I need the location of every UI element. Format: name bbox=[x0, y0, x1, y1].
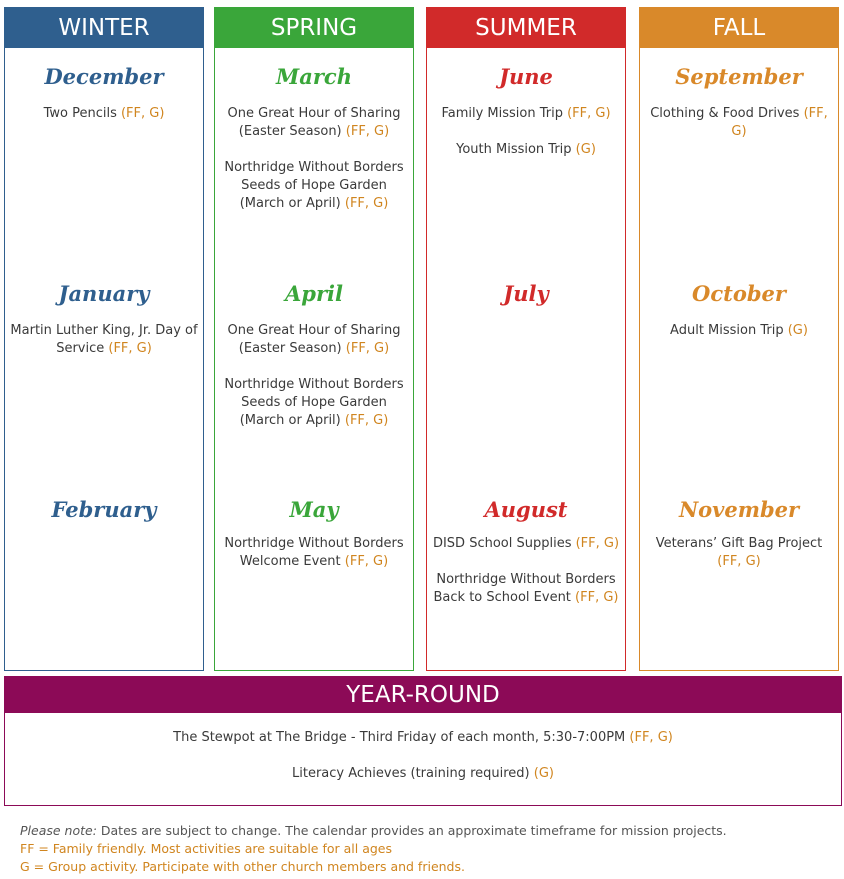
activity-text: Veterans’ Gift Bag Project bbox=[655, 536, 823, 551]
activity-text: Northridge Without Borders Seeds of Hope Garden (March or April) bbox=[224, 160, 404, 211]
season-column-winter bbox=[4, 7, 204, 671]
activity-tag: (G) bbox=[575, 142, 596, 157]
activity-item bbox=[219, 376, 409, 430]
season-header: WINTER bbox=[5, 8, 203, 48]
note-g-legend: G = Group activity. Participate with other church members and friends. bbox=[20, 859, 465, 874]
activity-tag: (G) bbox=[787, 323, 808, 338]
month-heading: April bbox=[285, 281, 343, 306]
note-ff-legend: FF = Family friendly. Most activities are suitable for all ages bbox=[20, 841, 393, 856]
month-activities bbox=[219, 535, 409, 589]
activity-text: Adult Mission Trip bbox=[670, 323, 788, 338]
month-activities bbox=[644, 535, 834, 589]
month-heading: December bbox=[44, 64, 164, 89]
year-round-item: The Stewpot at The Bridge - Third Friday of each month, 5:30-7:00PM (FF, G) bbox=[173, 730, 673, 745]
activity-text: One Great Hour of Sharing (Easter Season) bbox=[227, 106, 401, 139]
month-activities bbox=[431, 105, 621, 177]
year-round-title: YEAR-ROUND bbox=[5, 677, 841, 713]
season-column-summer bbox=[426, 7, 626, 671]
activity-text: Martin Luther King, Jr. Day of Service bbox=[10, 323, 198, 356]
month-activities bbox=[9, 322, 199, 376]
season-header: SPRING bbox=[215, 8, 413, 48]
season-column-fall bbox=[639, 7, 839, 671]
month-heading: September bbox=[675, 64, 803, 89]
activity-tag: (FF, G) bbox=[120, 106, 165, 121]
activity-text: Two Pencils bbox=[43, 106, 121, 121]
activity-text: DISD School Supplies bbox=[432, 536, 576, 551]
month-heading: July bbox=[503, 281, 549, 306]
activity-text: Family Mission Trip bbox=[441, 106, 568, 121]
activity-tag: (FF, G) bbox=[345, 124, 390, 139]
month-heading: November bbox=[678, 497, 800, 522]
year-round-item: Literacy Achieves (training required) (G) bbox=[292, 766, 554, 781]
activity-item bbox=[9, 105, 199, 123]
activity-item bbox=[431, 105, 621, 123]
activity-text: Northridge Without Borders Back to School Event bbox=[433, 572, 616, 605]
month-heading: March bbox=[276, 64, 352, 89]
month-heading: June bbox=[499, 64, 553, 89]
activity-tag: (FF, G) bbox=[344, 554, 389, 569]
activity-tag: (FF, G) bbox=[575, 590, 619, 605]
activity-tag: (FF, G) bbox=[344, 196, 389, 211]
activity-item bbox=[431, 535, 621, 553]
season-header: FALL bbox=[640, 8, 838, 48]
month-activities bbox=[219, 105, 409, 231]
activity-text: Northridge Without Borders Welcome Event bbox=[224, 536, 404, 569]
activity-tag: (FF, G) bbox=[717, 554, 761, 569]
activity-item bbox=[431, 141, 621, 159]
activity-tag: (FF, G) bbox=[108, 341, 152, 356]
month-activities bbox=[644, 322, 834, 358]
month-heading: October bbox=[692, 281, 786, 306]
month-activities bbox=[9, 105, 199, 141]
year-round-panel bbox=[4, 676, 842, 806]
note-disclaimer: Please note: Dates are subject to change. The calendar provides an approximate timeframe for mission projects. bbox=[20, 823, 727, 838]
month-heading: May bbox=[289, 497, 339, 522]
month-activities bbox=[644, 105, 834, 159]
activity-text: One Great Hour of Sharing (Easter Season) bbox=[227, 323, 401, 356]
activity-item bbox=[219, 105, 409, 141]
month-heading: February bbox=[51, 497, 157, 522]
activity-tag: (FF, G) bbox=[731, 106, 828, 139]
activity-item bbox=[644, 535, 834, 571]
activity-item bbox=[644, 105, 834, 141]
month-activities bbox=[431, 535, 621, 625]
month-heading: January bbox=[58, 281, 150, 306]
activity-text: Youth Mission Trip bbox=[456, 142, 576, 157]
month-heading: August bbox=[484, 497, 568, 522]
activity-tag: (FF, G) bbox=[567, 106, 611, 121]
activity-tag: (FF, G) bbox=[344, 413, 389, 428]
season-column-spring bbox=[214, 7, 414, 671]
activity-item bbox=[219, 159, 409, 213]
season-header: SUMMER bbox=[427, 8, 625, 48]
activity-item bbox=[431, 571, 621, 607]
activity-tag: (FF, G) bbox=[345, 341, 390, 356]
activity-item bbox=[219, 535, 409, 571]
activity-item bbox=[219, 322, 409, 358]
activity-text: Northridge Without Borders Seeds of Hope Garden (March or April) bbox=[224, 377, 404, 428]
activity-text: Clothing & Food Drives bbox=[650, 106, 804, 121]
activity-item bbox=[644, 322, 834, 340]
month-activities bbox=[219, 322, 409, 448]
activity-item bbox=[9, 322, 199, 358]
activity-tag: (FF, G) bbox=[575, 536, 620, 551]
